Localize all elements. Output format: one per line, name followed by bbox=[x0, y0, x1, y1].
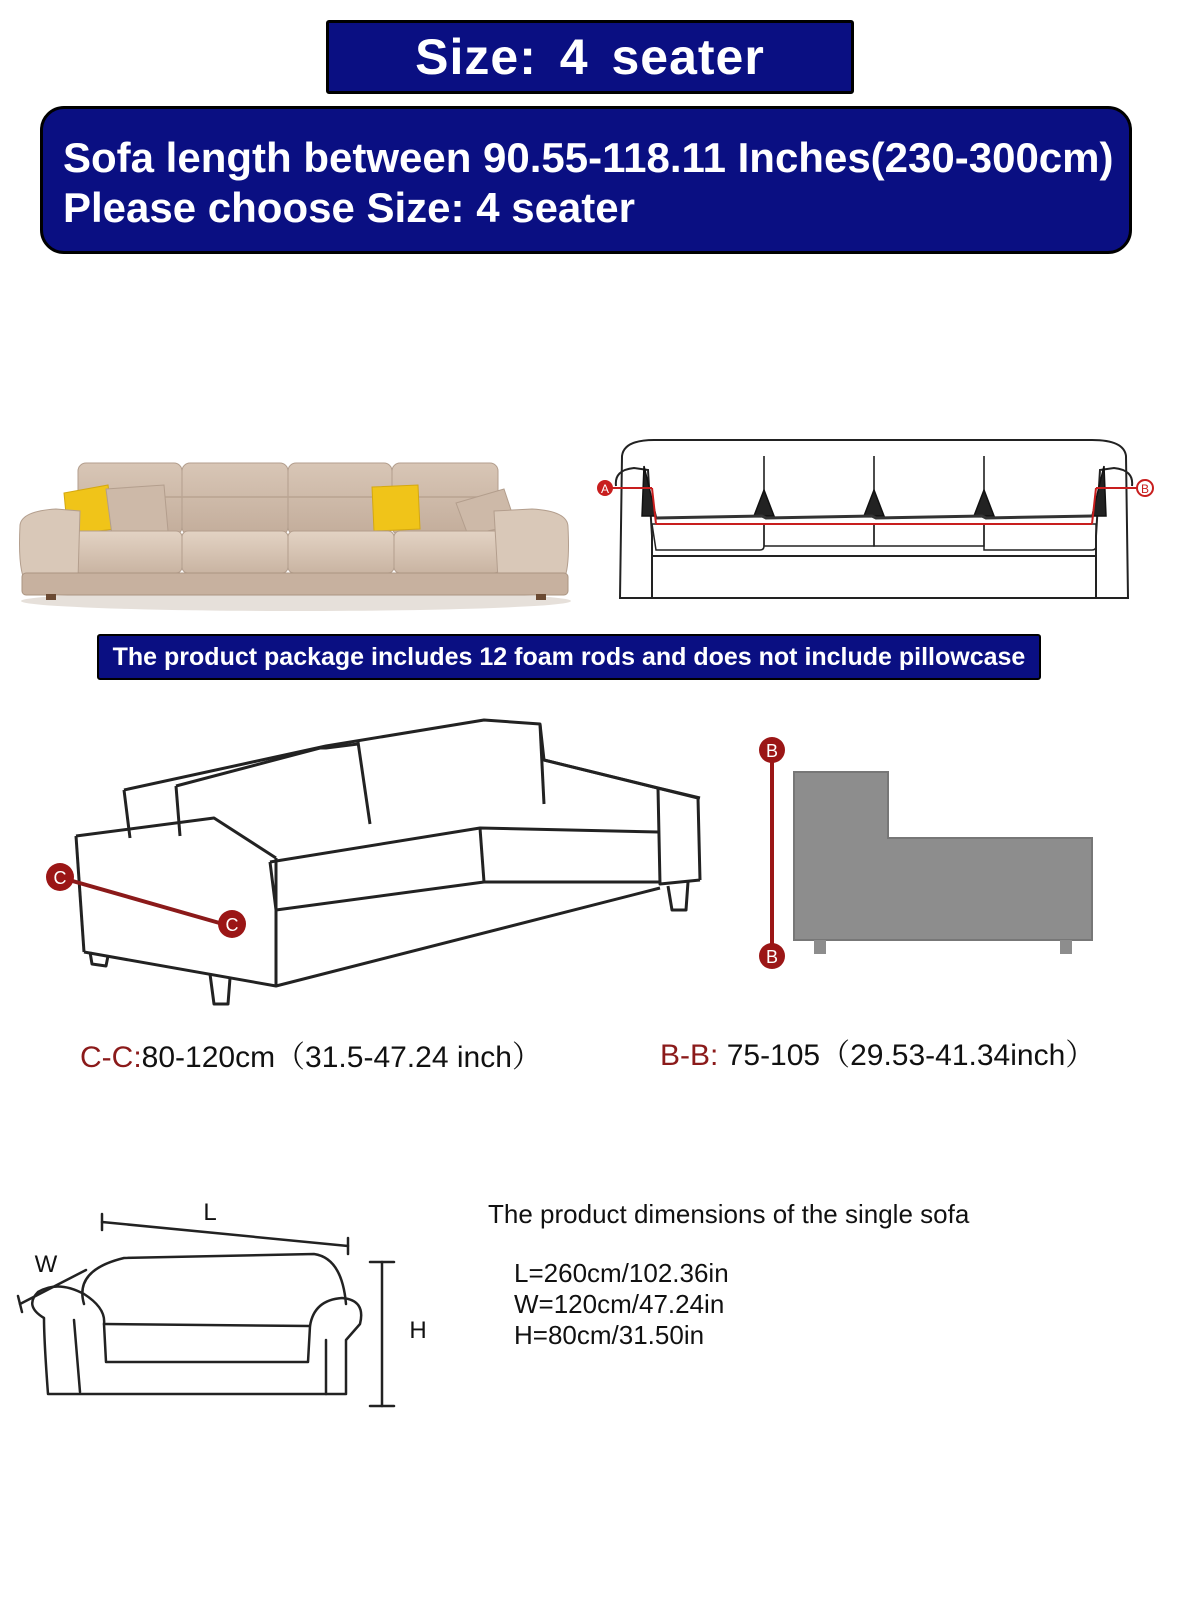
bb-measurement bbox=[660, 1030, 1095, 1074]
sofa-line-drawing-cc bbox=[40, 712, 710, 1012]
dimension-length: L=260cm/102.36in bbox=[514, 1258, 729, 1288]
marker-a-label: A bbox=[600, 482, 610, 496]
bb-key: B-B: bbox=[660, 1039, 719, 1072]
h-dimension-label: H bbox=[409, 1317, 427, 1344]
l-dimension-label: L bbox=[203, 1200, 217, 1226]
dimensions-list bbox=[514, 1258, 729, 1351]
sofa-length-info bbox=[40, 106, 1132, 254]
choose-size-line: Please choose Size: 4 seater bbox=[63, 184, 635, 231]
size-banner-text: Size: 4 seater bbox=[415, 29, 765, 85]
w-dimension-label: W bbox=[34, 1251, 58, 1278]
cc-key: C-C: bbox=[80, 1041, 142, 1074]
marker-b-label: B bbox=[1140, 482, 1150, 496]
marker-c-left-label: C bbox=[53, 868, 67, 888]
marker-b-bottom-label: B bbox=[765, 947, 779, 967]
dimensions-title: The product dimensions of the single sofa bbox=[488, 1199, 970, 1229]
dimension-width: W=120cm/47.24in bbox=[514, 1289, 725, 1319]
marker-b-top-label: B bbox=[765, 741, 779, 761]
dimension-height: H=80cm/31.50in bbox=[514, 1320, 705, 1350]
sofa-side-profile-bb bbox=[750, 734, 1120, 974]
marker-c-right-label: C bbox=[225, 915, 239, 935]
sofa-photo bbox=[16, 455, 576, 615]
cc-measurement bbox=[80, 1032, 542, 1076]
size-banner bbox=[326, 20, 854, 94]
foam-rod-diagram bbox=[594, 436, 1160, 602]
single-sofa-dimension-drawing bbox=[14, 1200, 454, 1430]
sofa-length-line: Sofa length between 90.55-118.11 Inches(230-300cm) bbox=[63, 134, 1114, 181]
package-note-text: The product package includes 12 foam rods and does not include pillowcase bbox=[112, 642, 1026, 671]
package-note-banner bbox=[97, 634, 1041, 680]
cc-value: 80-120cm（31.5-47.24 inch） bbox=[141, 1041, 542, 1074]
bb-value: 75-105（29.53-41.34inch） bbox=[718, 1039, 1096, 1072]
